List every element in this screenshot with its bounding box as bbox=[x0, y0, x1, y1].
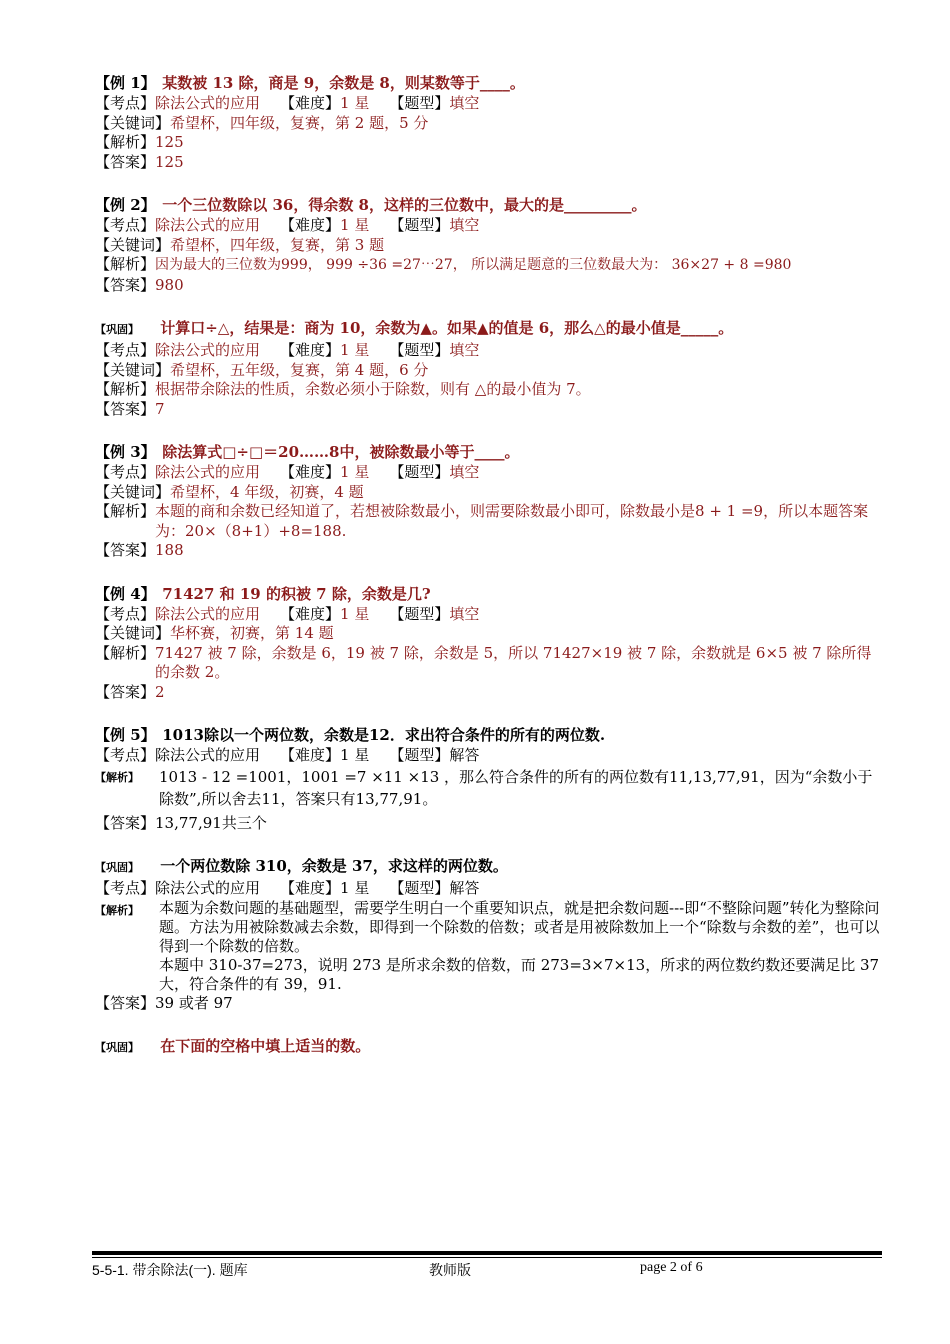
answer-line bbox=[95, 276, 885, 296]
answer-tag: 【答案】 bbox=[95, 275, 156, 294]
keywords-line bbox=[95, 114, 885, 134]
practice-2 bbox=[95, 855, 885, 1013]
keywords-tag: 【关键词】 bbox=[95, 235, 171, 254]
analysis-tag: 【解析】 bbox=[95, 770, 139, 784]
kaodian-value: 除法公式的应用 bbox=[155, 341, 261, 359]
example-5 bbox=[95, 724, 885, 833]
kaodian-tag: 【考点】 bbox=[95, 216, 156, 234]
answer-line bbox=[95, 683, 885, 703]
meta-line bbox=[95, 463, 885, 483]
analysis-line bbox=[95, 255, 885, 276]
tixing-tag: 【题型】 bbox=[389, 463, 450, 481]
analysis-tag: 【解析】 bbox=[95, 502, 156, 520]
practice-label: 【巩固】 bbox=[95, 1041, 139, 1054]
example-3 bbox=[95, 441, 885, 561]
kaodian-value: 除法公式的应用 bbox=[155, 604, 261, 623]
question bbox=[95, 72, 885, 94]
tixing-value: 解答 bbox=[449, 879, 480, 897]
answer-line bbox=[95, 541, 885, 561]
tixing-tag: 【题型】 bbox=[389, 879, 450, 897]
example-4 bbox=[95, 583, 885, 703]
kaodian-value: 除法公式的应用 bbox=[155, 879, 261, 897]
answer-tag: 【答案】 bbox=[95, 541, 156, 559]
analysis-value: 125 bbox=[155, 133, 184, 151]
nandu-tag: 【难度】 bbox=[280, 746, 341, 764]
question-text: 71427 和 19 的积被 7 除，余数是几? bbox=[162, 584, 431, 603]
footer-rule-thick bbox=[92, 1251, 882, 1255]
question bbox=[95, 194, 885, 216]
keywords-tag: 【关键词】 bbox=[95, 482, 171, 501]
answer-line bbox=[95, 994, 885, 1014]
question bbox=[95, 583, 885, 605]
analysis-value: 本题的商和余数已经知道了，若想被除数最小，则需要除数最小即可，除数最小是8 + 1 =9，所以本题答案为：20×（8+1）+8=188. bbox=[155, 502, 869, 540]
footer-left: 5-5-1. 带余除法(一). 题库 bbox=[92, 1262, 248, 1278]
analysis-body bbox=[159, 899, 885, 994]
answer-value: 980 bbox=[155, 275, 184, 294]
tixing-tag: 【题型】 bbox=[389, 341, 450, 359]
analysis-value: 71427 被 7 除，余数是 6，19 被 7 除，余数是 5，所以 71427×19 被 7 除，余数就是 6×5 被 7 除所得的余数 2。 bbox=[155, 643, 872, 681]
tixing-tag: 【题型】 bbox=[389, 216, 450, 234]
answer-value: 2 bbox=[155, 682, 165, 701]
tixing-value: 填空 bbox=[449, 341, 480, 359]
practice-label: 【巩固】 bbox=[95, 861, 139, 874]
question-text: 计算口÷△，结果是：商为 10，余数为▲。如果▲的值是 6，那么△的最小值是_____。 bbox=[160, 319, 734, 337]
analysis-line bbox=[95, 502, 885, 541]
question-text: 除法算式□÷□＝20……8中，被除数最小等于____。 bbox=[162, 443, 520, 461]
example-label: 【例 1】 bbox=[95, 74, 156, 92]
analysis-line bbox=[95, 644, 885, 683]
tixing-tag: 【题型】 bbox=[389, 746, 450, 764]
question bbox=[95, 724, 885, 746]
question bbox=[95, 1035, 885, 1059]
meta-line bbox=[95, 879, 885, 899]
answer-line bbox=[95, 153, 885, 173]
analysis-tag: 【解析】 bbox=[95, 133, 156, 151]
tixing-value: 解答 bbox=[449, 746, 480, 764]
nandu-value: 1 星 bbox=[340, 216, 370, 234]
analysis-line bbox=[95, 380, 885, 400]
tixing-value: 填空 bbox=[449, 463, 480, 481]
analysis-tag: 【解析】 bbox=[95, 643, 156, 662]
keywords-line bbox=[95, 624, 885, 644]
kaodian-tag: 【考点】 bbox=[95, 604, 156, 623]
answer-line bbox=[95, 400, 885, 420]
answer-value: 188 bbox=[155, 541, 184, 559]
kaodian-tag: 【考点】 bbox=[95, 879, 156, 897]
footer-center: 教师版 bbox=[429, 1262, 471, 1278]
keywords-value: 希望杯，五年级，复赛，第 4 题，6 分 bbox=[170, 360, 429, 379]
tixing-value: 填空 bbox=[449, 216, 480, 234]
meta-line bbox=[95, 746, 885, 766]
kaodian-tag: 【考点】 bbox=[95, 463, 156, 481]
answer-line bbox=[95, 814, 885, 834]
question bbox=[95, 441, 885, 463]
tixing-value: 填空 bbox=[449, 604, 480, 623]
nandu-tag: 【难度】 bbox=[280, 604, 341, 623]
analysis-line bbox=[95, 133, 885, 153]
answer-value: 13,77,91共三个 bbox=[155, 813, 267, 832]
analysis-tag: 【解析】 bbox=[95, 255, 156, 273]
keywords-tag: 【关键词】 bbox=[95, 113, 171, 132]
answer-tag: 【答案】 bbox=[95, 682, 156, 701]
nandu-tag: 【难度】 bbox=[280, 341, 341, 359]
example-label: 【例 4】 bbox=[95, 584, 156, 603]
question-text: 一个两位数除 310，余数是 37，求这样的两位数。 bbox=[160, 857, 508, 875]
question-text: 在下面的空格中填上适当的数。 bbox=[160, 1037, 371, 1055]
meta-line bbox=[95, 341, 885, 361]
practice-label: 【巩固】 bbox=[95, 323, 139, 336]
answer-value: 39 或者 97 bbox=[155, 993, 233, 1012]
answer-value: 7 bbox=[155, 399, 165, 418]
analysis-value: 根据带余除法的性质，余数必须小于除数，则有 △的最小值为 7。 bbox=[155, 380, 591, 398]
keywords-line bbox=[95, 236, 885, 256]
example-2 bbox=[95, 194, 885, 295]
example-1 bbox=[95, 72, 885, 172]
nandu-value: 1 星 bbox=[340, 604, 370, 623]
answer-tag: 【答案】 bbox=[95, 399, 156, 418]
kaodian-value: 除法公式的应用 bbox=[155, 746, 261, 764]
example-label: 【例 2】 bbox=[95, 196, 156, 214]
nandu-tag: 【难度】 bbox=[280, 879, 341, 897]
analysis-tag: 【解析】 bbox=[95, 380, 156, 398]
tixing-tag: 【题型】 bbox=[389, 94, 450, 112]
kaodian-tag: 【考点】 bbox=[95, 341, 156, 359]
tixing-tag: 【题型】 bbox=[389, 604, 450, 623]
example-label: 【例 3】 bbox=[95, 443, 156, 461]
practice-3 bbox=[95, 1035, 885, 1059]
question bbox=[95, 317, 885, 341]
meta-line bbox=[95, 94, 885, 114]
keywords-tag: 【关键词】 bbox=[95, 624, 171, 642]
example-label: 【例 5】 bbox=[95, 726, 156, 744]
question bbox=[95, 855, 885, 879]
footer-page-number: page 2 of 6 bbox=[640, 1260, 703, 1275]
analysis-value: 因为最大的三位数为999， 999 ÷36 =27⋯27， 所以满足题意的三位数最大为： 36×27 + 8 =980 bbox=[155, 257, 792, 273]
keywords-value: 希望杯，四年级，复赛，第 3 题 bbox=[170, 235, 385, 254]
tixing-value: 填空 bbox=[449, 94, 480, 112]
nandu-value: 1 星 bbox=[340, 94, 370, 112]
nandu-value: 1 星 bbox=[340, 746, 370, 764]
question-text: 一个三位数除以 36，得余数 8，这样的三位数中，最大的是_________。 bbox=[162, 196, 647, 214]
answer-tag: 【答案】 bbox=[95, 993, 156, 1012]
keywords-tag: 【关键词】 bbox=[95, 360, 171, 379]
kaodian-value: 除法公式的应用 bbox=[155, 216, 261, 234]
analysis-paragraph-1: 本题为余数问题的基础题型，需要学生明白一个重要知识点，就是把余数问题---即“不整除问题”转化为整除问题。方法为用被除数减去余数，即得到一个除数的倍数；或者是用被除数加上一个“除数与余数的差”，也可以得到一个除数的倍数。 bbox=[159, 898, 880, 955]
nandu-tag: 【难度】 bbox=[280, 463, 341, 481]
question-text: 1013除以一个两位数，余数是12．求出符合条件的所有的两位数. bbox=[162, 726, 606, 744]
analysis-line bbox=[95, 766, 885, 810]
nandu-tag: 【难度】 bbox=[280, 216, 341, 234]
question-text: 某数被 13 除，商是 9，余数是 8，则某数等于____。 bbox=[162, 74, 525, 92]
kaodian-tag: 【考点】 bbox=[95, 94, 156, 112]
kaodian-value: 除法公式的应用 bbox=[155, 463, 261, 481]
keywords-value: 希望杯，4 年级，初赛，4 题 bbox=[170, 482, 364, 501]
meta-line bbox=[95, 216, 885, 236]
footer-rule-thin bbox=[92, 1257, 882, 1258]
keywords-line bbox=[95, 361, 885, 381]
nandu-tag: 【难度】 bbox=[280, 94, 341, 112]
keywords-value: 希望杯，四年级，复赛，第 2 题，5 分 bbox=[170, 113, 429, 132]
document-body bbox=[95, 72, 885, 1081]
kaodian-value: 除法公式的应用 bbox=[155, 94, 261, 112]
answer-tag: 【答案】 bbox=[95, 813, 156, 832]
analysis-tag: 【解析】 bbox=[95, 903, 139, 917]
analysis-value: 1013 - 12 =1001，1001 =7 ×11 ×13 ，那么符合条件的所有的两位数有11,13,77,91，因为“余数小于除数”,所以舍去11，答案只有13,77,91。 bbox=[159, 767, 873, 808]
nandu-value: 1 星 bbox=[340, 463, 370, 481]
nandu-value: 1 星 bbox=[340, 341, 370, 359]
answer-value: 125 bbox=[155, 152, 184, 171]
practice-1 bbox=[95, 317, 885, 419]
keywords-value: 华杯赛，初赛，第 14 题 bbox=[170, 624, 334, 642]
meta-line bbox=[95, 605, 885, 625]
answer-tag: 【答案】 bbox=[95, 152, 156, 171]
keywords-line bbox=[95, 483, 885, 503]
analysis-line bbox=[95, 899, 885, 994]
analysis-paragraph-2: 本题中 310-37=273，说明 273 是所求余数的倍数，而 273=3×7×13，所求的两位数约数还要满足比 37 大，符合条件的有 39，91. bbox=[159, 955, 880, 993]
kaodian-tag: 【考点】 bbox=[95, 746, 156, 764]
nandu-value: 1 星 bbox=[340, 879, 370, 897]
